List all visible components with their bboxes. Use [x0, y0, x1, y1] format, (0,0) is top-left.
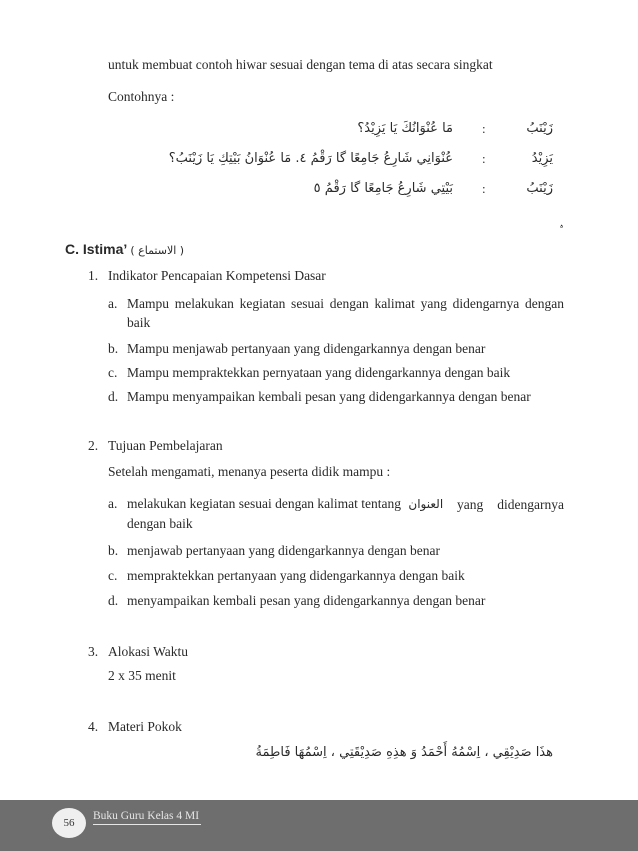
- point-letter: a.: [108, 496, 118, 511]
- section-title-arabic: ( الاستماع ): [130, 244, 185, 257]
- point-letter: d.: [108, 389, 119, 404]
- dialogue-text: بَيْتِي شَارِعُ جَامِعًا گا رَقْمُ ٥: [313, 181, 453, 196]
- point-text: Mampu melakukan kegiatan sesuai dengan kalimat yang didengarnya dengan baik: [127, 296, 564, 330]
- stray-mark: ﮦ: [560, 219, 564, 231]
- item-number: 1.: [88, 268, 99, 283]
- arabic-material: هذَا صَدِيْقِي ، اِسْمُهُ أَحْمَدُ وَ هذِهِ صَدِيْقَتِي ، اِسْمُهَا فَاطِمَةُ: [255, 745, 553, 760]
- section-title: C. Istima’: [65, 241, 127, 257]
- point-text-continuation: yang didengarnya dengan baik: [127, 497, 564, 531]
- point-text: menyampaikan kembali pesan yang didengarkannya dengan benar: [127, 593, 486, 608]
- section-heading: [65, 240, 184, 260]
- item-intro: Setelah mengamati, menanya peserta didik mampu :: [108, 464, 391, 479]
- book-title: Buku Guru Kelas 4 MI: [93, 809, 201, 825]
- dialogue-speaker: زَيْنَبُ: [526, 121, 553, 136]
- point-letter: a.: [108, 296, 118, 311]
- dialogue-text: مَا عُنْوَانُكَ يَا يَزِيْدُ؟: [357, 121, 453, 136]
- point-text-part: melakukan kegiatan sesuai dengan kalimat tentang: [127, 496, 402, 511]
- dialogue-speaker: زَيْنَبُ: [526, 181, 553, 196]
- item-title: Materi Pokok: [108, 719, 182, 734]
- point-text: mempraktekkan pertanyaan yang didengarkannya dengan baik: [127, 568, 465, 583]
- item-number: 2.: [88, 438, 99, 453]
- intro-line: untuk membuat contoh hiwar sesuai dengan tema di atas secara singkat: [108, 57, 493, 72]
- item-title: Tujuan Pembelajaran: [108, 438, 223, 453]
- page-number: 56: [52, 808, 86, 838]
- dialogue-text: عُنْوَانِي شَارِعُ جَامِعًا گا رَقْمُ ٤. مَا عُنْوَانُ بَيْتِكِ يَا زَيْنَبُ؟: [168, 151, 453, 166]
- point-letter: d.: [108, 593, 119, 608]
- dialogue-colon: :: [482, 181, 486, 196]
- point-text-arabic: العنوان: [408, 497, 444, 511]
- dialogue-speaker: يَزِيْدُ: [531, 151, 553, 166]
- footer-bar: [0, 800, 638, 851]
- point-text: Mampu menjawab pertanyaan yang didengarkannya dengan benar: [127, 341, 486, 356]
- dialogue-colon: :: [482, 151, 486, 166]
- dialogue-colon: :: [482, 121, 486, 136]
- item-title: Alokasi Waktu: [108, 644, 189, 659]
- point-letter: b.: [108, 341, 119, 356]
- point-text: Mampu menyampaikan kembali pesan yang didengarkannya dengan benar: [127, 389, 531, 404]
- item-number: 3.: [88, 644, 99, 659]
- point-text: Mampu mempraktekkan pernyataan yang didengarkannya dengan baik: [127, 365, 511, 380]
- point-text: menjawab pertanyaan yang didengarkannya dengan benar: [127, 543, 440, 558]
- point-letter: b.: [108, 543, 119, 558]
- point-letter: c.: [108, 568, 118, 583]
- item-title: Indikator Pencapaian Kompetensi Dasar: [108, 268, 326, 283]
- point-letter: c.: [108, 365, 118, 380]
- item-number: 4.: [88, 719, 99, 734]
- item-value: 2 x 35 menit: [108, 668, 176, 683]
- contohnya-label: Contohnya :: [108, 89, 175, 104]
